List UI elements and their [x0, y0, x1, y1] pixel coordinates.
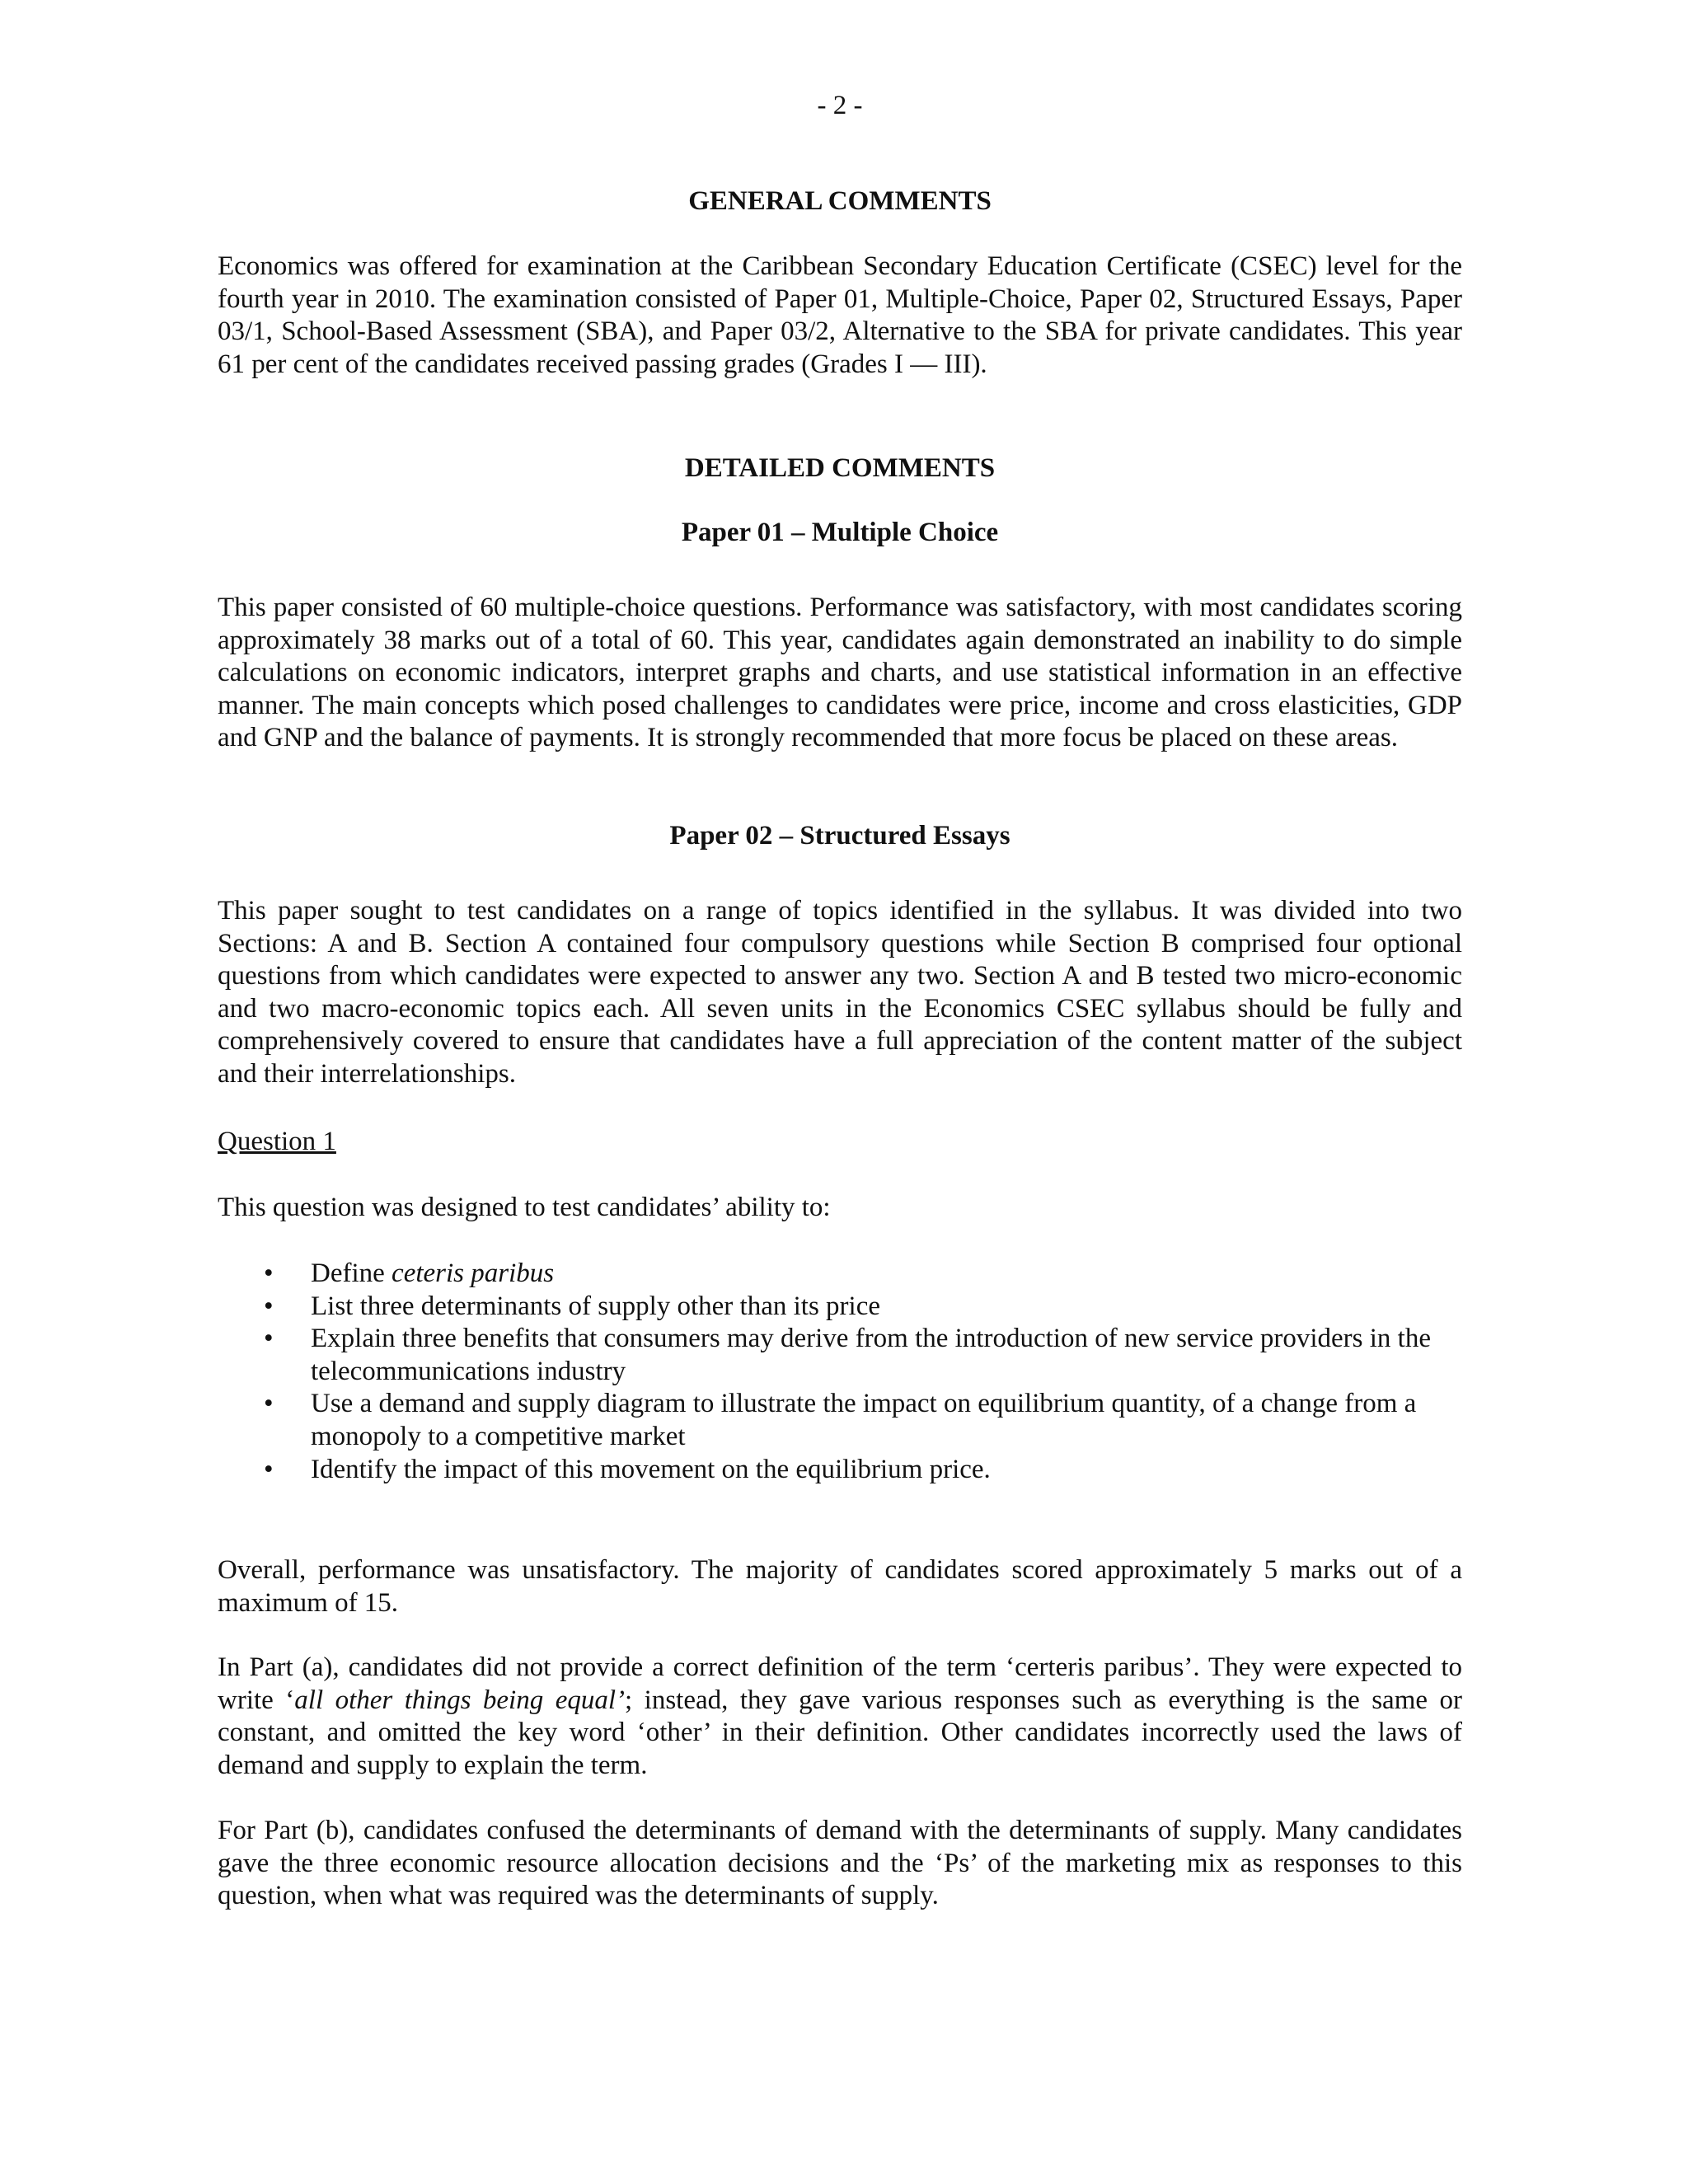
part-a-text-after: ; instead, they gave various responses such as everything is the same or constant, and omitted the key word ‘other’ in their definition. Other candidates incorrectly used the laws of demand and supply to explain the term. — [218, 1685, 1462, 1780]
part-a-italic-phrase: all other things being equal’ — [294, 1685, 626, 1715]
list-item — [218, 1454, 1462, 1487]
bullet-icon: • — [264, 1389, 274, 1419]
bullet-icon: • — [264, 1291, 274, 1321]
part-a-text-before: In Part (a), candidates did not provide a correct definition of the term ‘certeris paribus’. They were expected to write ‘ — [218, 1652, 1462, 1715]
bullet-icon: • — [264, 1258, 274, 1288]
list-item — [218, 1323, 1462, 1388]
bullet-text: Define — [311, 1258, 392, 1288]
bullet-text: Explain three benefits that consumers may derive from the introduction of new service providers in the telecommunications industry — [311, 1324, 1431, 1386]
bullet-text: Use a demand and supply diagram to illustrate the impact on equilibrium quantity, of a change from a monopoly to a competitive market — [311, 1389, 1417, 1451]
question1-objectives-list — [218, 1258, 1462, 1486]
list-item — [218, 1291, 1462, 1324]
bullet-icon: • — [264, 1324, 274, 1354]
bullet-text: List three determinants of supply other than its price — [311, 1291, 880, 1321]
bullet-italic-term: ceteris paribus — [392, 1258, 555, 1288]
question1-part-b-paragraph: For Part (b), candidates confused the determinants of demand with the determinants of supply. Many candidates gave the three economic resource allocation decisions and the ‘Ps’ of the marketing mix as responses to this question, when what was required was the determinants of supply. — [218, 1816, 1462, 1911]
list-item — [218, 1388, 1462, 1453]
question1-part-a-paragraph — [218, 1652, 1462, 1782]
question1-intro: This question was designed to test candidates’ ability to: — [218, 1193, 831, 1222]
list-item — [218, 1258, 1462, 1291]
paper01-heading: Paper 01 – Multiple Choice — [681, 518, 999, 547]
page-number: - 2 - — [817, 91, 863, 120]
detailed-comments-heading: DETAILED COMMENTS — [684, 453, 996, 483]
question1-title: Question 1 — [218, 1127, 336, 1156]
general-comments-heading: GENERAL COMMENTS — [688, 186, 992, 216]
paper01-paragraph: This paper consisted of 60 multiple-choice questions. Performance was satisfactory, with most candidates scoring approximately 38 marks out of a total of 60. This year, candidates again demonstrated an inability to do simple calculations on economic indicators, interpret graphs and charts, and use statistical information in an effective manner. The main concepts which posed challenges to candidates were price, income and cross elasticities, GDP and GNP and the balance of payments. It is strongly recommended that more focus be placed on these areas. — [218, 593, 1462, 753]
general-comments-paragraph: Economics was offered for examination at the Caribbean Secondary Education Certificate (CSEC) level for the fourth year in 2010. The examination consisted of Paper 01, Multiple-Choice, Paper 02, Structured Essays, Paper 03/1, School-Based Assessment (SBA), and Paper 03/2, Alternative to the SBA for private candidates. This year 61 per cent of the candidates received passing grades (Grades I — III). — [218, 251, 1462, 379]
bullet-text: Identify the impact of this movement on the equilibrium price. — [311, 1454, 991, 1484]
bullet-icon: • — [264, 1454, 274, 1484]
question1-overall-paragraph: Overall, performance was unsatisfactory. The majority of candidates scored approximately 5 marks out of a maximum of 15. — [218, 1555, 1462, 1618]
paper02-heading: Paper 02 – Structured Essays — [669, 821, 1010, 851]
paper02-paragraph: This paper sought to test candidates on a range of topics identified in the syllabus. It was divided into two Sections: A and B. Section A contained four compulsory questions while Section B comprised four optional questions from which candidates were expected to answer any two. Section A and B tested two micro-economic and two macro-economic topics each. All seven units in the Economics CSEC syllabus should be fully and comprehensively covered to ensure that candidates have a full appreciation of the content matter of the subject and their interrelationships. — [218, 896, 1462, 1089]
